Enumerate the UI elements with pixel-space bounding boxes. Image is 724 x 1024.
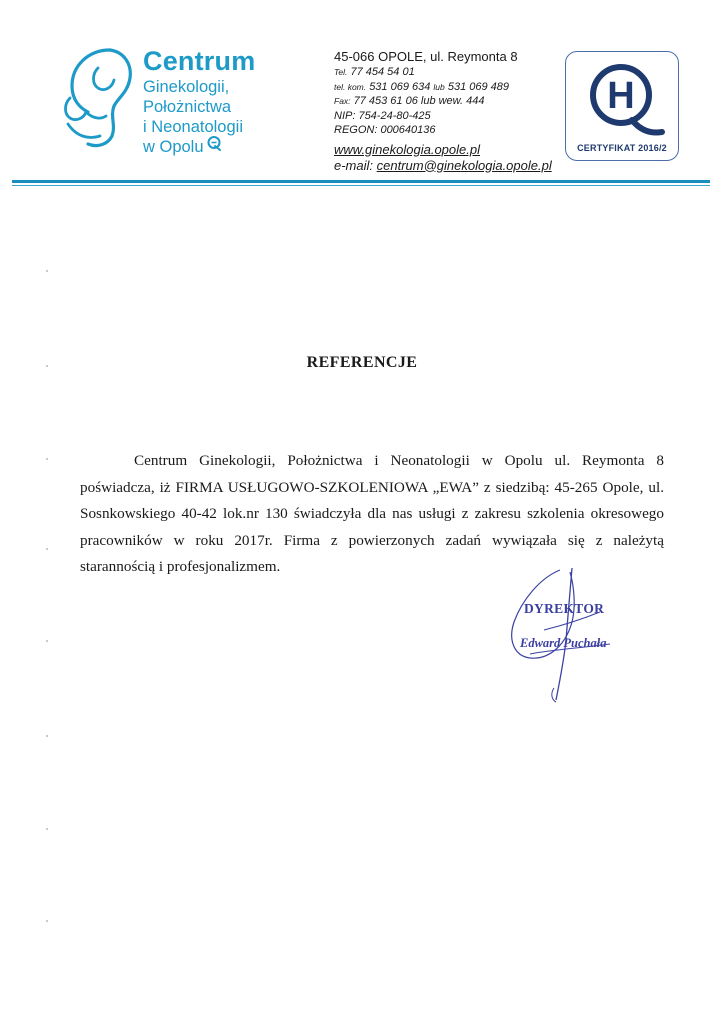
certificate-q-logo-icon: [580, 60, 666, 140]
scan-dot: [46, 828, 48, 830]
fax-number: 77 453 61 06 lub wew. 444: [353, 95, 485, 107]
clinic-address: 45-066 OPOLE, ul. Reymonta 8: [334, 49, 518, 64]
contact-block: [334, 48, 552, 174]
website-link[interactable]: www.ginekologia.opole.pl: [334, 141, 480, 157]
certificate-badge: [565, 51, 679, 161]
brand-line-3: Położnictwa: [143, 98, 232, 116]
mother-child-logo-icon: [58, 44, 140, 150]
quality-q-icon: [206, 135, 222, 151]
brand-line-4: i Neonatologii: [143, 118, 243, 136]
phone-line: Tel. 77 454 54 01: [334, 66, 415, 78]
clinic-brand-name: [143, 46, 255, 157]
fax-line: Fax: 77 453 61 06 lub wew. 444: [334, 95, 485, 107]
scan-dot: [46, 270, 48, 272]
header-divider: [12, 180, 710, 183]
mobile-number-2: 531 069 489: [447, 80, 509, 93]
stamp-name: Edward Puchała: [520, 636, 607, 650]
nip-line: NIP: 754-24-80-425: [334, 109, 431, 122]
scan-dot: [46, 458, 48, 460]
stamp-title: DYREKTOR: [524, 601, 605, 616]
mobile-line: tel. kom. 531 069 634 lub 531 069 489: [334, 80, 509, 93]
scan-dot: [46, 735, 48, 737]
brand-line-5: w Opolu: [143, 138, 204, 156]
reference-text: Centrum Ginekologii, Położnictwa i Neonatologii w Opolu ul. Reymonta 8 poświadcza, iż FIRMA USŁUGOWO-SZKOLENIOWA „EWA” z siedzibą: 45-265 Opole, ul. Sosnkowskiego 40-42 lok.nr 130 świadczyła dla nas usługi z zakresu szkolenia okresowego pracowników w roku 2017r. Firma z powierzonych zadań wywiązała się z należytą starannością i profesjonalizmem.: [80, 452, 664, 575]
email-link[interactable]: centrum@ginekologia.opole.pl: [376, 157, 552, 173]
scan-dot: [46, 640, 48, 642]
brand-line-2: Ginekologii,: [143, 78, 230, 96]
scan-dot: [46, 920, 48, 922]
certificate-label: CERTYFIKAT 2016/2: [577, 143, 667, 153]
regon-line: REGON: 000640136: [334, 124, 436, 136]
document-title: REFERENCJE: [306, 354, 418, 371]
scan-dot: [46, 365, 48, 367]
phone-number: 77 454 54 01: [350, 66, 415, 78]
handwritten-signature: [500, 560, 630, 710]
email-line: e-mail: centrum@ginekologia.opole.pl: [334, 157, 552, 173]
scan-dot: [46, 548, 48, 550]
certificate-letter: H: [607, 75, 635, 117]
header-divider-thin: [12, 185, 710, 186]
brand-line-1: Centrum: [143, 46, 256, 76]
mobile-number-1: 531 069 634: [369, 80, 431, 93]
